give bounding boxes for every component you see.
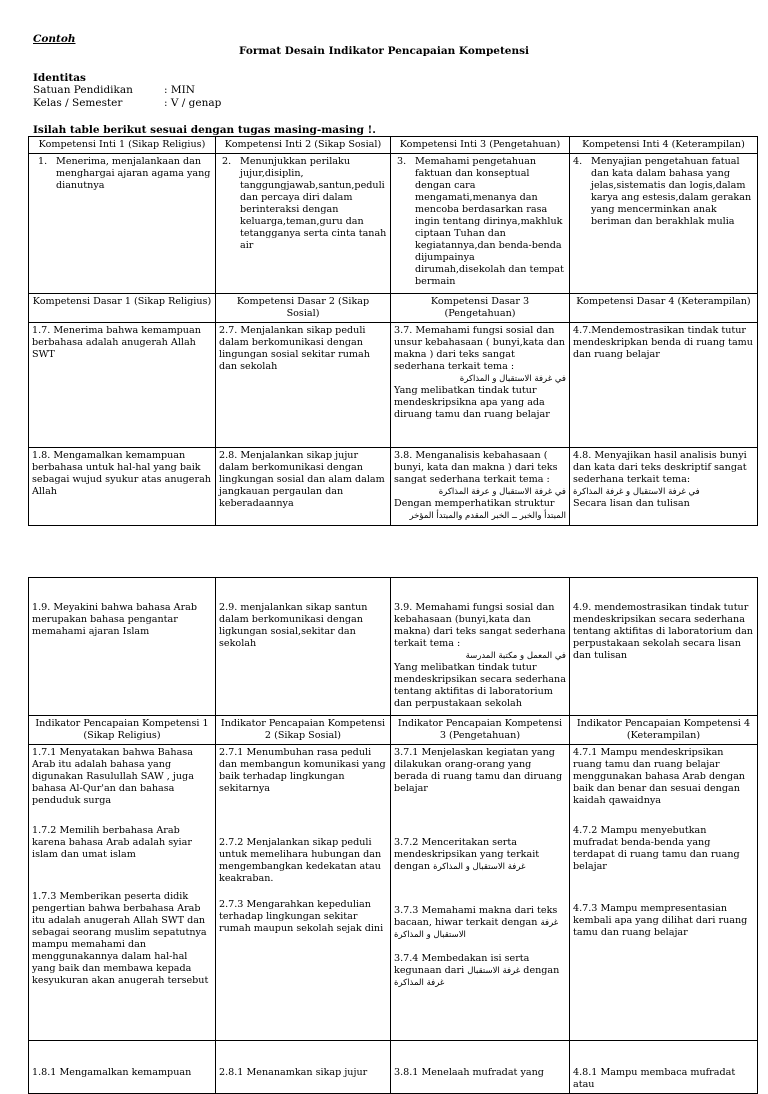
kd-text: Yang melibatkan tindak tutur mendeskripsikan secara sederhana tentang aktifitas di laboratorium dan perpustakaan sekolah xyxy=(394,662,566,709)
ki-text: Menerima, menjalankaan dan menghargai ajaran agama yang dianutnya xyxy=(56,156,211,191)
ki-cell xyxy=(29,154,216,294)
kd-text: 3.7. Memahami fungsi sosial dan unsur kebahasaan ( bunyi,kata dan makna ) dari teks sangat sederhana terkait tema : xyxy=(394,325,565,372)
kd-arabic-text: في غرفة الاستقبال و عرفة المذاكرة xyxy=(438,487,566,497)
ipk-header: Indikator Pencapaian Kompetensi 4 (Keterampilan) xyxy=(570,716,758,745)
ipk-header: Indikator Pencapaian Kompetensi 3 (Pengetahuan) xyxy=(391,716,570,745)
competency-table-1 xyxy=(28,136,758,526)
ipk-item: 4.7.2 Mampu menyebutkan mufradat benda-benda yang terdapat di ruang tamu dan ruang belajar xyxy=(573,825,740,872)
kd-cell: 1.8. Mengamalkan kemampuan berbahasa untuk hal-hal yang baik sebagai wujud syukur atas anugerah Allah xyxy=(29,448,216,526)
kd-text: 3.9. Memahami fungsi sosial dan kebahasaan (bunyi,kata dan makna) dari teks sangat sederhana terkait tema : xyxy=(394,602,566,649)
ipk-text: 3.7.3 Memahami makna dari teks bacaan, hiwar terkait dengan xyxy=(394,905,558,928)
ipk-item: 4.7.1 Mampu mendeskripsikan ruang tamu dan ruang belajar menggunakan bahasa Arab dengan baik dan benar dan sesuai dengan kaidah qawaidnya xyxy=(573,747,745,806)
ipk-item xyxy=(394,905,566,941)
ipk-cell xyxy=(391,745,570,1041)
ipk-item: 3.7.1 Menjelaskan kegiatan yang dilakukan orang-orang yang berada di ruang tamu dan diruang belajar xyxy=(394,747,563,794)
ipk-text: 3.7.2 Menceritakan serta mendeskripsikan yang terkait dengan xyxy=(394,837,540,872)
kd-arabic-text: في غرفة الاستقبال و المذاكرة xyxy=(459,374,566,384)
ki-content-row xyxy=(29,154,758,294)
ki-header: Kompetensi Inti 3 (Pengetahuan) xyxy=(391,137,570,154)
ki-number: 2. xyxy=(222,156,232,167)
kd-cell xyxy=(570,448,758,526)
kd-cell xyxy=(391,578,570,716)
ki-header: Kompetensi Inti 4 (Keterampilan) xyxy=(570,137,758,154)
ki-number: 1. xyxy=(38,156,48,167)
kd-header-row xyxy=(29,294,758,323)
kd-cell: 1.7. Menerima bahwa kemampuan berbahasa adalah anugerah Allah SWT xyxy=(29,323,216,448)
ipk-row xyxy=(29,745,758,1041)
ipk-header-row xyxy=(29,716,758,745)
ki-number: 4. xyxy=(573,156,583,167)
ki-text: Menyajian pengetahuan fatual dan kata dalam bahasa yang jelas,sistematis dan logis,dalam karya ang estesis,dalam gerakan yang mencerminkan anak beriman dan berakhlak mulia xyxy=(591,156,752,227)
document-title: Format Desain Indikator Pencapaian Kompetensi xyxy=(238,45,530,57)
identity-school-row xyxy=(33,84,195,96)
ki-number: 3. xyxy=(397,156,407,167)
ki-header: Kompetensi Inti 1 (Sikap Religius) xyxy=(29,137,216,154)
identity-class-row xyxy=(33,97,221,109)
kd-cell xyxy=(391,323,570,448)
ipk-item xyxy=(394,953,566,989)
ipk-cell: 3.8.1 Menelaah mufradat yang xyxy=(391,1041,570,1094)
kd-row xyxy=(29,323,758,448)
kd-arabic-text: في المعمل و مكتبة المدرسة xyxy=(465,651,566,661)
identity-heading: Identitas xyxy=(33,72,86,84)
kd-header: Kompetensi Dasar 2 (Sikap Sosial) xyxy=(216,294,391,323)
kd-cell xyxy=(391,448,570,526)
ki-text: Menunjukkan perilaku jujur,disiplin, tanggungjawab,santun,peduli dan percaya diri dalam berinteraksi dengan keluarga,teman,guru dan tetangganya serta cinta tanah air xyxy=(240,156,387,251)
kd-text: Dengan memperhatikan struktur xyxy=(394,498,555,509)
kd-header: Kompetensi Dasar 1 (Sikap Religius) xyxy=(29,294,216,323)
ipk-item: 1.7.3 Memberikan peserta didik pengertian bahwa berbahasa Arab itu adalah anugerah Allah SWT dan sebagai seorang muslim sepatutnya mampu memahami dan menggunakannya dalam hal-hal yang baik dan membawa kepada kesyukuran akan anugerah tersebut xyxy=(32,891,209,986)
class-value: : V / genap xyxy=(164,97,222,109)
ipk-row xyxy=(29,1041,758,1094)
ipk-item: 2.7.3 Mengarahkan kepedulian terhadap lingkungan sekitar rumah maupun sekolah sejak dini xyxy=(219,899,384,934)
ipk-cell xyxy=(216,745,391,1041)
ipk-arabic-text: غرفة الاستقبال و المذاكرة xyxy=(394,918,559,940)
kd-arabic-text: في غرفة الاستقبال و غرفة المذاكرة xyxy=(573,487,700,497)
kd-text: 4.8. Menyajikan hasil analisis bunyi dan kata dari teks deskriptif sangat sederhana terkait tema: xyxy=(573,450,747,485)
kd-text: 3.8. Menganalisis kebahasaan ( bunyi, kata dan makna ) dari teks sangat sederhana terkait tema : xyxy=(394,450,558,485)
class-label: Kelas / Semester xyxy=(33,97,123,109)
ipk-cell: 1.8.1 Mengamalkan kemampuan xyxy=(29,1041,216,1094)
kd-cell: 4.9. mendemostrasikan tindak tutur mendeskripsikan secara sederhana tentang aktifitas di laboratorium dan perpustakaan sekolah secara lisan dan tulisan xyxy=(570,578,758,716)
ipk-item: 1.7.1 Menyatakan bahwa Bahasa Arab itu adalah bahasa yang digunakan Rasulullah SAW , juga bahasa Al-Qur'an dan bahasa penduduk surga xyxy=(32,747,194,806)
school-label: Satuan Pendidikan xyxy=(33,84,133,96)
ki-header: Kompetensi Inti 2 (Sikap Sosial) xyxy=(216,137,391,154)
ipk-arabic-text: غرفة الاستقبال و المذاكرة xyxy=(433,862,526,872)
ipk-item: 2.7.1 Menumbuhan rasa peduli dan membangun komunikasi yang baik terhadap lingkungan sekitarnya xyxy=(219,747,386,794)
ki-text: Memahami pengetahuan faktuan dan konseptual dengan cara mengamati,menanya dan mencoba berdasarkan rasa ingin tentang dirinya,makhluk ciptaan Tuhan dan kegiatannya,dan benda-benda dijumpainya dirumah,disekolah dan tempat bermain xyxy=(415,156,564,287)
ipk-item xyxy=(394,837,566,873)
ki-cell xyxy=(570,154,758,294)
ipk-item: 2.7.2 Menjalankan sikap peduli untuk memelihara hubungan dan mengembangkan kedekatan atau keakraban. xyxy=(219,837,382,884)
ipk-text: 3.7.4 Membedakan isi serta kegunaan dari xyxy=(394,953,530,976)
ipk-header: Indikator Pencapaian Kompetensi 1 (Sikap Religius) xyxy=(29,716,216,745)
instruction-text: Isilah table berikut sesuai dengan tugas masing-masing !. xyxy=(33,124,376,136)
ipk-cell: 4.8.1 Mampu membaca mufradat atau xyxy=(570,1041,758,1094)
kd-cell: 1.9. Meyakini bahwa bahasa Arab merupakan bahasa pengantar memahami ajaran Islam xyxy=(29,578,216,716)
kd-cell: 2.9. menjalankan sikap santun dalam berkomunikasi dengan ligkungan sosial,sekitar dan sekolah xyxy=(216,578,391,716)
ipk-header: Indikator Pencapaian Kompetensi 2 (Sikap Sosial) xyxy=(216,716,391,745)
ipk-arabic-text: غرفة الاستقبال xyxy=(467,966,521,976)
example-label: Contoh xyxy=(33,33,76,45)
kd-text: Yang melibatkan tindak tutur mendeskripsikna apa yang ada diruang tamu dan ruang belajar xyxy=(394,385,550,420)
ipk-cell xyxy=(29,745,216,1041)
kd-text: Secara lisan dan tulisan xyxy=(573,498,690,509)
kd-header: Kompetensi Dasar 4 (Keterampilan) xyxy=(570,294,758,323)
kd-header: Kompetensi Dasar 3 (Pengetahuan) xyxy=(391,294,570,323)
ipk-text: dengan xyxy=(523,965,560,976)
kd-row xyxy=(29,448,758,526)
ipk-cell: 2.8.1 Menanamkan sikap jujur xyxy=(216,1041,391,1094)
ki-cell xyxy=(391,154,570,294)
kd-row xyxy=(29,578,758,716)
ki-header-row xyxy=(29,137,758,154)
kd-cell: 2.7. Menjalankan sikap peduli dalam berkomunikasi dengan lingungan sosial sekitar rumah dan sekolah xyxy=(216,323,391,448)
kd-arabic-text: المبتدأ والخبر ــ الخبر المقدم والمبتدأ المؤخر xyxy=(409,511,566,521)
ki-cell xyxy=(216,154,391,294)
ipk-item: 1.7.2 Memilih berbahasa Arab karena bahasa Arab adalah syiar islam dan umat islam xyxy=(32,825,192,860)
school-value: : MIN xyxy=(164,84,195,96)
ipk-cell xyxy=(570,745,758,1041)
ipk-item: 4.7.3 Mampu mempresentasian kembali apa yang dilihat dari ruang tamu dan ruang belajar xyxy=(573,903,748,938)
kd-cell: 2.8. Menjalankan sikap jujur dalam berkomunikasi dengan lingkungan sosial dan alam dalam jangkauan pergaulan dan keberadaannya xyxy=(216,448,391,526)
kd-cell: 4.7.Mendemostrasikan tindak tutur mendeskripkan benda di ruang tamu dan ruang belajar xyxy=(570,323,758,448)
competency-table-2 xyxy=(28,577,758,1094)
ipk-arabic-text: غرفة المذاكرة xyxy=(394,978,445,988)
